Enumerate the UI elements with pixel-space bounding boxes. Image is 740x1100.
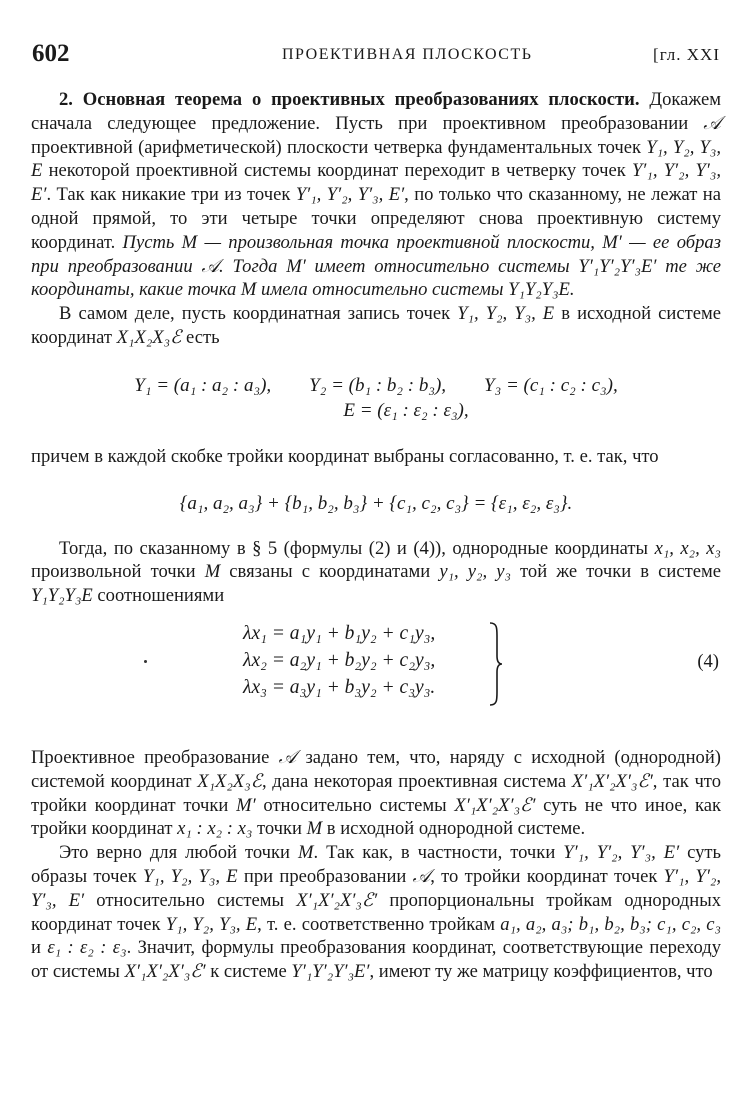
equation-line	[31, 373, 721, 398]
text-run: и	[31, 937, 48, 959]
paragraph-conclusion	[31, 841, 721, 984]
equation-number: (4)	[697, 650, 719, 672]
math-inline: Y′₁, Y′₂, Y′₃, E′	[31, 865, 721, 911]
math-inline: X₁X₂X₃ℰ	[116, 326, 182, 348]
text-run: в исходной однородной системе.	[322, 818, 586, 840]
math-inline: 𝒜	[412, 865, 431, 887]
math-inline: X′₁X′₂X′₃ℰ′	[296, 889, 378, 911]
math-inline: M	[297, 842, 314, 864]
text-run: , т. е. соответственно тройкам	[257, 913, 501, 935]
text-run: задано тем, что, наряду с исходной (однородной) системой координат	[31, 746, 721, 792]
text-run: Тогда, по сказанному в § 5 (формулы (2) и (4)), однородные координаты	[59, 537, 655, 559]
text-run: относительно системы	[84, 889, 297, 911]
right-brace-icon	[489, 622, 503, 706]
math-term: Y₂ = (b₁ : b₂ : b₃),	[309, 374, 447, 396]
theorem-statement: Пусть M — произвольная точка проективной плоскости, M′ — ее образ при преобразовании 𝒜. Тогда M′ имеет относительно системы Y′₁Y′₂Y′₃E′ те же координаты, какие точка M имела относительно системы Y₁Y₂Y₃E.	[31, 231, 721, 301]
math-inline: X′₁X′₂X′₃ℰ′	[571, 770, 653, 792]
page-header	[32, 40, 720, 72]
math-inline: M′	[236, 794, 256, 816]
math-inline: X′₁X′₂X′₃ℰ′	[454, 794, 536, 816]
text-run: , так что тройки координат точки	[31, 770, 721, 816]
math-inline: M	[204, 561, 221, 583]
math-inline: Y₁Y₂Y₃E	[31, 585, 93, 607]
paragraph-consistency: причем в каждой скобке тройки координат выбраны согласованно, т. е. так, что	[31, 445, 659, 467]
text-run: в исходной системе координат	[31, 303, 722, 348]
text-run: проективной (арифметической) плоскости четверка фундаментальных точек	[31, 136, 647, 158]
section-heading: 2. Основная теорема о проективных преобразованиях плоскости.	[59, 89, 640, 110]
equation-points	[31, 373, 721, 423]
text-run: . Значит, формулы преобразования координат, соответствующие переходу от системы	[31, 937, 721, 983]
text-run: , дана некоторая проективная система	[261, 770, 572, 792]
text-run: . Так как, в частности, точки	[313, 842, 564, 864]
text-run: Проективное преобразование	[31, 746, 279, 768]
text-run: пропорциональны тройкам однородных координат точек	[31, 889, 721, 935]
paragraph-theorem	[31, 88, 721, 302]
math-inline: 𝒜	[278, 746, 297, 768]
text-run: точки	[252, 818, 307, 840]
text-run: , по только что сказанному, не лежат на одной прямой, то эти четыре точки определяют снова проективную систему координат.	[31, 184, 721, 253]
math-inline: Y₁, Y₂, Y₃, E	[457, 303, 555, 325]
chapter-label: [гл. XXI	[653, 45, 720, 64]
text-run: при преобразовании	[237, 865, 413, 887]
math-inline: M	[306, 818, 323, 840]
math-inline: Y′₁Y′₂Y′₃E′	[291, 961, 370, 983]
system-lines	[243, 620, 435, 701]
text-run: Докажем сначала следующее предложение. Пусть при проективном преобразовании	[31, 89, 721, 134]
math-inline: 𝒜	[703, 112, 721, 134]
text-run: к системе	[205, 961, 292, 983]
text-run: В самом деле, пусть координатная запись точек	[59, 303, 458, 325]
text-run: связаны с координатами	[220, 561, 440, 583]
math-inline: y₁, y₂, y₃	[439, 561, 511, 583]
system-line: λx₂ = a₂y₁ + b₂y₂ + c₂y₃,	[243, 649, 436, 671]
text-run: , то тройки координат точек	[430, 865, 664, 887]
math-inline: X′₁X′₂X′₃ℰ′	[124, 961, 206, 983]
text-run: относительно системы	[255, 794, 455, 816]
paragraph-relations	[31, 537, 721, 608]
page-number: 602	[32, 40, 70, 67]
math-inline: Y′₁, Y′₂, Y′₃, E′	[295, 184, 405, 206]
math-inline: a₁, a₂, a₃; b₁, b₂, b₃; c₁, c₂, c₃	[500, 913, 721, 935]
equation-line: E = (ε₁ : ε₂ : ε₃),	[343, 399, 469, 421]
text-run: произвольной точки	[31, 561, 205, 583]
math-inline: Y₁, Y₂, Y₃, E	[165, 913, 258, 935]
math-inline: ε₁ : ε₂ : ε₃	[47, 937, 127, 959]
equation-sum: {a₁, a₂, a₃} + {b₁, b₂, b₃} + {c₁, c₂, c₃} = {ε₁, ε₂, ε₃}.	[179, 492, 573, 514]
math-term: Y₁ = (a₁ : a₂ : a₃),	[134, 374, 272, 396]
math-inline: Y′₁, Y′₂, Y′₃, E′	[563, 842, 680, 864]
text-run: суть образы точек	[31, 842, 722, 887]
math-inline: X₁X₂X₃ℰ	[197, 770, 262, 792]
text-run: , имеют ту же матрицу коэффициентов, что	[369, 961, 713, 983]
system-line: λx₃ = a₃y₁ + b₃y₂ + c₃y₃.	[243, 676, 436, 698]
text-run: соотношениями	[92, 585, 225, 607]
equation-system	[31, 620, 721, 714]
math-term: Y₃ = (c₁ : c₂ : c₃),	[484, 374, 618, 396]
text-run: . Так как никакие три из точек	[46, 184, 296, 206]
print-speck	[144, 660, 147, 663]
math-inline: Y₁, Y₂, Y₃, E	[31, 136, 721, 182]
text-run: есть	[181, 326, 220, 348]
text-run: суть не что иное, как тройки координат	[31, 794, 722, 840]
text-run: Это верно для любой точки	[59, 842, 298, 864]
paragraph-transformation	[31, 746, 721, 841]
system-line: λx₁ = a₁y₁ + b₁y₂ + c₁y₃,	[243, 622, 436, 644]
page-body	[31, 88, 721, 984]
math-inline: x₁ : x₂ : x₃	[177, 818, 253, 840]
math-inline: Y₁, Y₂, Y₃, E	[143, 865, 238, 887]
text-run: некоторой проективной системы координат переходит в четверку точек	[42, 160, 632, 182]
math-inline: Y′₁, Y′₂, Y′₃, E′	[31, 160, 721, 206]
text-run: той же точки в системе	[510, 561, 721, 583]
math-inline: x₁, x₂, x₃	[654, 537, 722, 559]
paragraph-proof-start	[31, 302, 721, 350]
running-title: ПРОЕКТИВНАЯ ПЛОСКОСТЬ	[282, 46, 533, 63]
